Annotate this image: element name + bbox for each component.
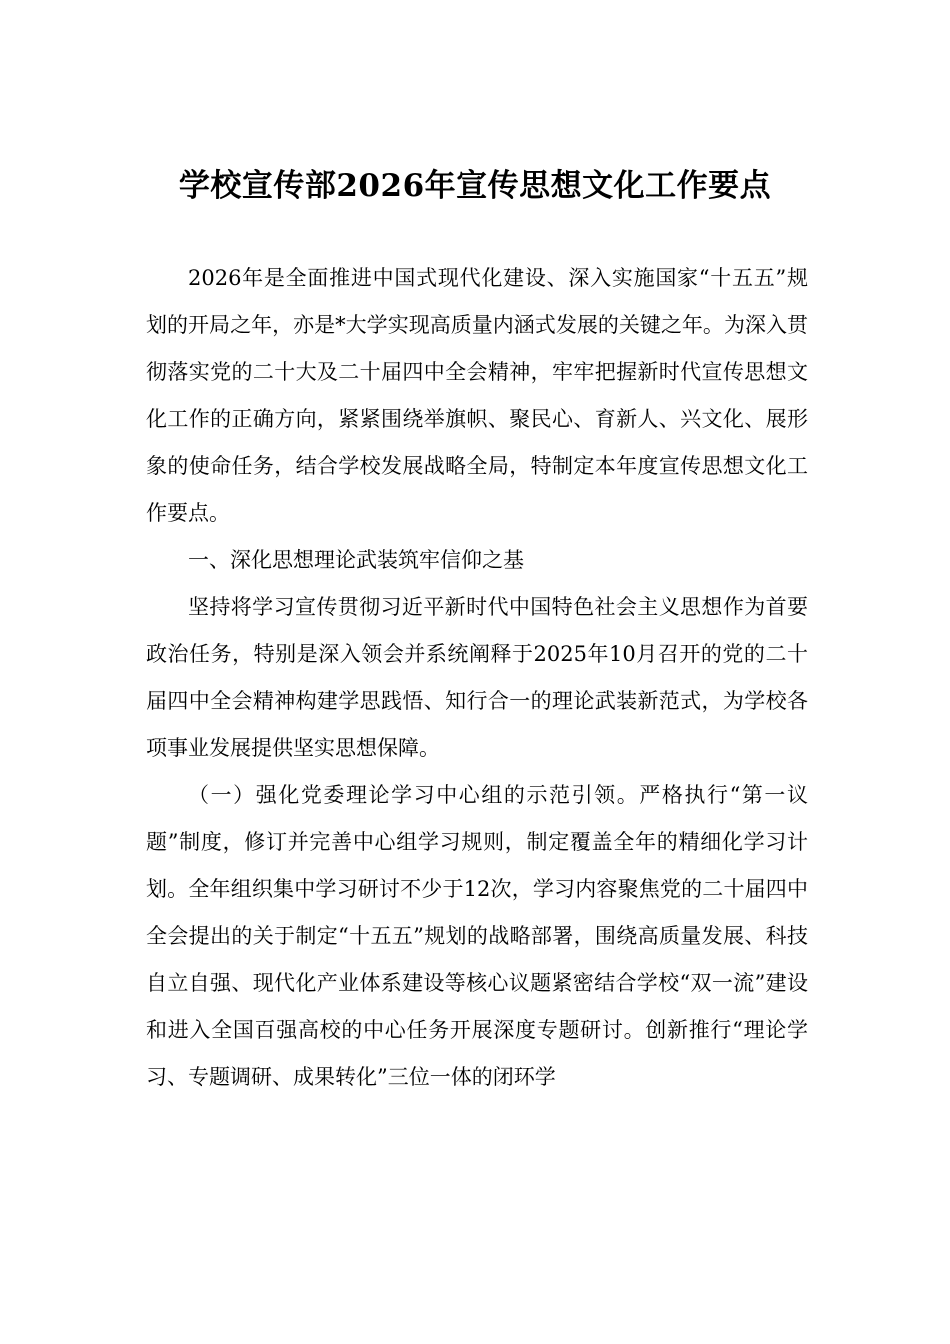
subsection-1-paragraph: （一）强化党委理论学习中心组的示范引领。严格执行“第一议题”制度，修订并完善中心组学习规则，制定覆盖全年的精细化学习计划。全年组织集中学习研讨不少于12次，学习内容聚焦党的二十届四中全会提出的关于制定“十五五”规划的战略部署，围绕高质量发展、科技自立自强、现代化产业体系建设等核心议题紧密结合学校“双一流”建设和进入全国百强高校的中心任务开展深度专题研讨。创新推行“理论学习、专题调研、成果转化”三位一体的闭环学: [146, 783, 808, 1089]
section-heading-1: 一、深化思想理论武装筑牢信仰之基: [188, 548, 524, 572]
document-title: 学校宣传部2026年宣传思想文化工作要点: [178, 168, 772, 204]
intro-paragraph: 2026年是全面推进中国式现代化建设、深入实施国家“十五五”规划的开局之年，亦是*大学实现高质量内涵式发展的关键之年。为深入贯彻落实党的二十大及二十届四中全会精神，牢牢把握新时代宣传思想文化工作的正确方向，紧紧围绕举旗帜、聚民心、育新人、兴文化、展形象的使命任务，结合学校发展战略全局，特制定本年度宣传思想文化工作要点。: [146, 266, 808, 525]
document-body: [146, 255, 808, 1101]
section-1-paragraph: 坚持将学习宣传贯彻习近平新时代中国特色社会主义思想作为首要政治任务，特别是深入领会并系统阐释于2025年10月召开的党的二十届四中全会精神构建学思践悟、知行合一的理论武装新范式，为学校各项事业发展提供坚实思想保障。: [146, 595, 808, 760]
